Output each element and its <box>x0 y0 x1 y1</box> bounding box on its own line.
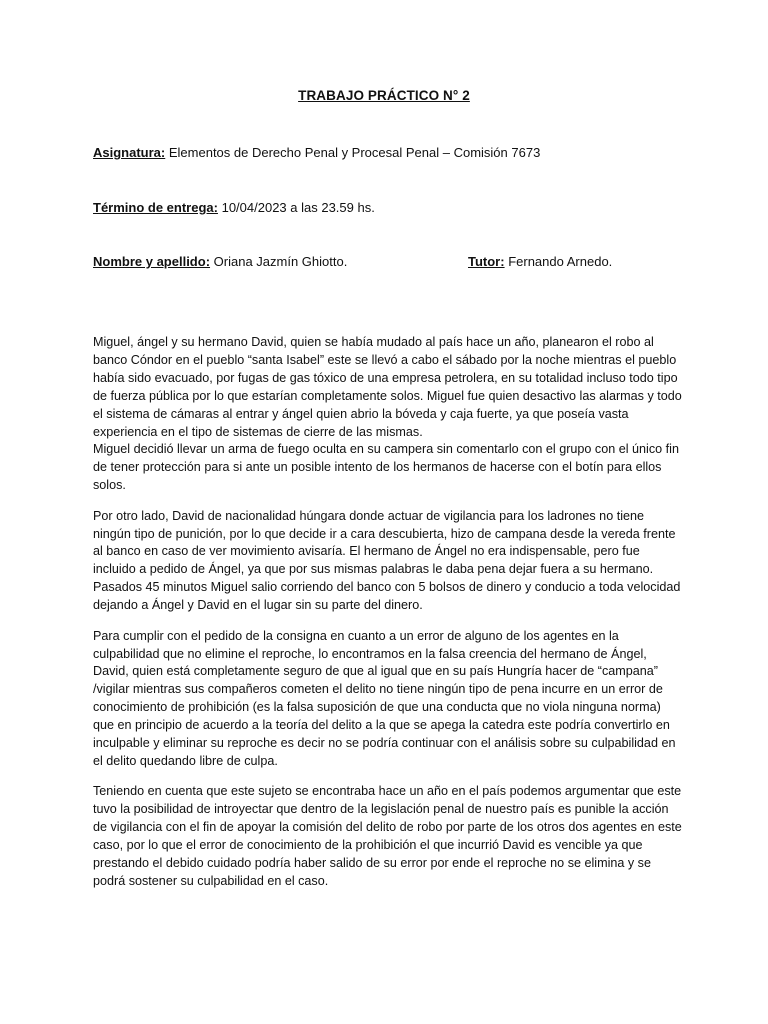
asignatura-value: Elementos de Derecho Penal y Procesal Penal – Comisión 7673 <box>168 145 541 160</box>
asignatura-field <box>93 145 540 160</box>
nombre-value: Oriana Jazmín Ghiotto. <box>213 254 348 269</box>
tutor-label: Tutor: <box>468 254 505 269</box>
entrega-field <box>93 200 375 215</box>
nombre-field <box>93 254 347 269</box>
paragraph-2: Miguel decidió llevar un arma de fuego oculta en su campera sin comentarlo con el grupo con el único fin de tener protección para si ante un posible intento de los hermanos de hacerse con el botín para ellos solos. <box>93 442 679 493</box>
document-title: TRABAJO PRÁCTICO N° 2 <box>298 88 470 103</box>
paragraph-4: Para cumplir con el pedido de la consigna en cuanto a un error de alguno de los agentes en la culpabilidad que no elimine el reproche, lo encontramos en la falsa creencia del hermano de Ángel, David, quien está completamente seguro de que al igual que en su país Hungría hacer de “campana” /vigilar mientras sus compañeros cometen el delito no tiene ningún tipo de pena incurre en un error de conocimiento de prohibición (es la falsa suposición de que una conducta que no viola ninguna norma) que en principio de acuerdo a la teoría del delito a la que se apega la catedra este podría convertirlo en inculpable y eliminar su reproche es decir no se podría continuar con el análisis sobre su culpabilidad en el delito quedando libre de culpa. <box>93 628 676 768</box>
nombre-label: Nombre y apellido: <box>93 254 211 269</box>
entrega-label: Término de entrega: <box>93 200 218 215</box>
entrega-value: 10/04/2023 a las 23.59 hs. <box>221 200 375 215</box>
tutor-field <box>468 254 612 269</box>
asignatura-label: Asignatura: <box>93 145 166 160</box>
document-body <box>93 334 683 903</box>
paragraph-1: Miguel, ángel y su hermano David, quien se había mudado al país hace un año, planearon el robo al banco Cóndor en el pueblo “santa Isabel” este se llevó a cabo el sábado por la noche mientras el pueblo había sido evacuado, por fugas de gas tóxico de una empresa petrolera, en su totalidad incluso todo tipo de fuerza pública por lo que estarían completamente solos. Miguel fue quien desactivo las alarmas y todo el sistema de cámaras al entrar y ángel quien abrio la bóveda y caja fuerte, ya que poseía vasta experiencia en el tipo de sistemas de cierre de las mismas. <box>93 335 682 439</box>
tutor-value: Fernando Arnedo. <box>508 254 613 269</box>
paragraph-5: Teniendo en cuenta que este sujeto se encontraba hace un año en el país podemos argumentar que este tuvo la posibilidad de introyectar que dentro de la legislación penal de nuestro país es punible la acción de vigilancia con el fin de apoyar la comisión del delito de robo por parte de los otros dos agentes en este caso, por lo que el error de conocimiento de la prohibición el que incurrió David es vencible ya que prestando el debido cuidado podría haber salido de su error por ende el reproche no se elimina y se podrá sostener su culpabilidad en el caso. <box>93 784 682 888</box>
paragraph-3: Por otro lado, David de nacionalidad húngara donde actuar de vigilancia para los ladrones no tiene ningún tipo de punición, por lo que decide ir a cara descubierta, hizo de campana desde la vereda frente al banco en caso de ver movimiento avisaría. El hermano de Ángel no era indispensable, pero fue incluido a pedido de Ángel, ya que por sus mismas palabras le daba pena dejar fuera a su hermano. Pasados 45 minutos Miguel salio corriendo del banco con 5 bolsos de dinero y conducio a toda velocidad dejando a Ángel y David en el lugar sin su parte del dinero. <box>93 508 681 613</box>
